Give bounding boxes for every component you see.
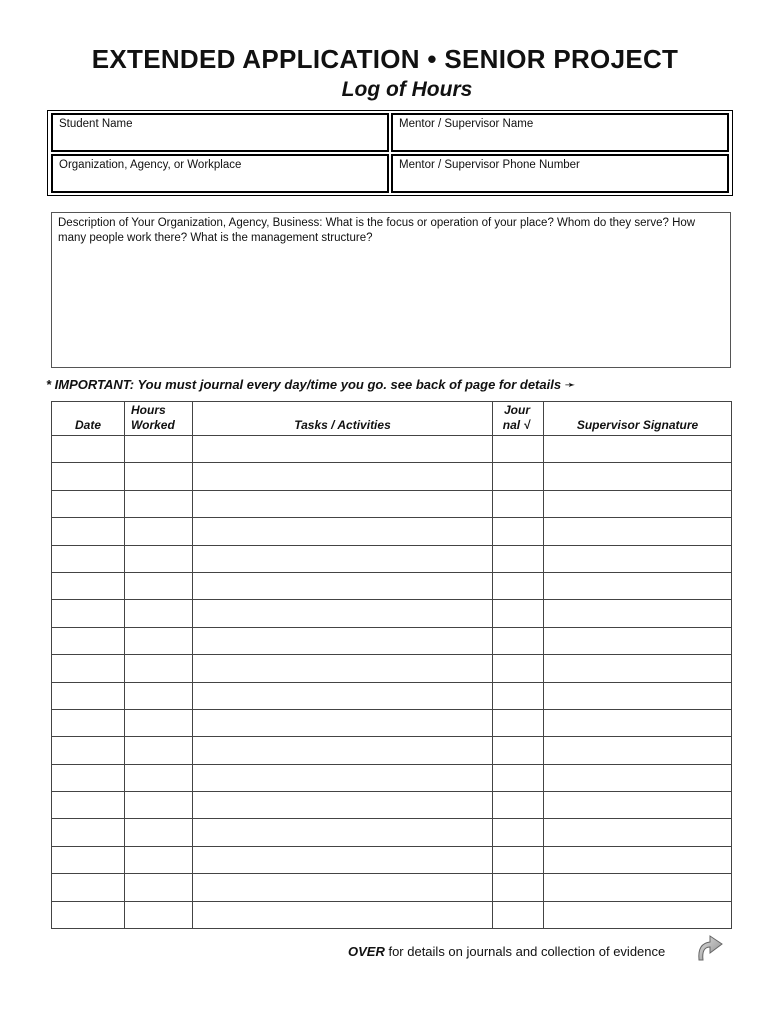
tasks-cell[interactable]	[193, 463, 493, 490]
table-row	[52, 545, 732, 572]
date-cell[interactable]	[52, 819, 125, 846]
date-cell[interactable]	[52, 436, 125, 463]
hours-cell[interactable]	[125, 737, 193, 764]
organization-field[interactable]	[51, 154, 389, 193]
date-column-header: Date	[52, 402, 125, 436]
signature-cell[interactable]	[544, 655, 732, 682]
tasks-cell[interactable]	[193, 572, 493, 599]
table-row	[52, 436, 732, 463]
journal-cell[interactable]	[493, 655, 544, 682]
tasks-cell[interactable]	[193, 627, 493, 654]
table-row	[52, 901, 732, 928]
signature-cell[interactable]	[544, 819, 732, 846]
signature-cell[interactable]	[544, 518, 732, 545]
tasks-cell[interactable]	[193, 737, 493, 764]
tasks-cell[interactable]	[193, 600, 493, 627]
journal-cell[interactable]	[493, 874, 544, 901]
table-row	[52, 463, 732, 490]
journal-cell[interactable]	[493, 901, 544, 928]
important-note: * IMPORTANT: You must journal every day/time you go. see back of page for details ➛	[46, 377, 576, 392]
table-row	[52, 682, 732, 709]
journal-cell[interactable]	[493, 627, 544, 654]
tasks-cell[interactable]	[193, 901, 493, 928]
description-prompt: Description of Your Organization, Agency, Business: What is the focus or operation of your place? Whom do they serve? How many people work there? What is the management structure?	[58, 217, 696, 244]
hours-cell[interactable]	[125, 846, 193, 873]
date-cell[interactable]	[52, 682, 125, 709]
journal-cell[interactable]	[493, 682, 544, 709]
signature-cell[interactable]	[544, 572, 732, 599]
journal-cell[interactable]	[493, 572, 544, 599]
table-row	[52, 490, 732, 517]
tasks-cell[interactable]	[193, 874, 493, 901]
journal-cell[interactable]	[493, 846, 544, 873]
tasks-cell[interactable]	[193, 764, 493, 791]
hours-log-table	[51, 401, 732, 929]
organization-label: Organization, Agency, or Workplace	[59, 159, 242, 171]
date-cell[interactable]	[52, 572, 125, 599]
signature-cell[interactable]	[544, 792, 732, 819]
hours-cell[interactable]	[125, 901, 193, 928]
table-row	[52, 655, 732, 682]
signature-cell[interactable]	[544, 737, 732, 764]
signature-cell[interactable]	[544, 901, 732, 928]
signature-cell[interactable]	[544, 600, 732, 627]
date-cell[interactable]	[52, 737, 125, 764]
mentor-name-field[interactable]	[391, 113, 729, 152]
hours-cell[interactable]	[125, 792, 193, 819]
date-cell[interactable]	[52, 518, 125, 545]
table-row	[52, 709, 732, 736]
mentor-name-label: Mentor / Supervisor Name	[399, 118, 534, 130]
tasks-cell[interactable]	[193, 709, 493, 736]
hours-cell[interactable]	[125, 874, 193, 901]
table-row	[52, 874, 732, 901]
tasks-cell[interactable]	[193, 518, 493, 545]
signature-cell[interactable]	[544, 682, 732, 709]
date-cell[interactable]	[52, 764, 125, 791]
date-cell[interactable]	[52, 792, 125, 819]
signature-cell[interactable]	[544, 709, 732, 736]
table-row	[52, 737, 732, 764]
date-cell[interactable]	[52, 709, 125, 736]
signature-cell[interactable]	[544, 846, 732, 873]
journal-cell[interactable]	[493, 600, 544, 627]
journal-cell[interactable]	[493, 545, 544, 572]
hours-cell[interactable]	[125, 709, 193, 736]
table-row	[52, 846, 732, 873]
journal-column-header: Jour nal √	[493, 402, 544, 436]
hours-column-header: Hours Worked	[125, 402, 193, 436]
journal-cell[interactable]	[493, 764, 544, 791]
date-cell[interactable]	[52, 655, 125, 682]
journal-cell[interactable]	[493, 518, 544, 545]
tasks-cell[interactable]	[193, 819, 493, 846]
student-info-box	[47, 110, 733, 196]
footer-note	[348, 944, 665, 959]
journal-cell[interactable]	[493, 709, 544, 736]
page-subtitle: Log of Hours	[341, 78, 473, 101]
table-row	[52, 600, 732, 627]
table-row	[52, 627, 732, 654]
signature-column-header: Supervisor Signature	[544, 402, 732, 436]
student-name-label: Student Name	[59, 118, 133, 130]
tasks-cell[interactable]	[193, 846, 493, 873]
student-name-field[interactable]	[51, 113, 389, 152]
signature-cell[interactable]	[544, 545, 732, 572]
hours-cell[interactable]	[125, 764, 193, 791]
journal-cell[interactable]	[493, 792, 544, 819]
table-row	[52, 764, 732, 791]
date-cell[interactable]	[52, 846, 125, 873]
table-header-row	[52, 402, 732, 436]
hours-cell[interactable]	[125, 655, 193, 682]
signature-cell[interactable]	[544, 764, 732, 791]
date-cell[interactable]	[52, 545, 125, 572]
tasks-cell[interactable]	[193, 682, 493, 709]
journal-cell[interactable]	[493, 819, 544, 846]
table-row	[52, 792, 732, 819]
hours-cell[interactable]	[125, 600, 193, 627]
journal-cell[interactable]	[493, 436, 544, 463]
hours-cell[interactable]	[125, 490, 193, 517]
date-cell[interactable]	[52, 490, 125, 517]
hours-cell[interactable]	[125, 545, 193, 572]
table-row	[52, 518, 732, 545]
date-cell[interactable]	[52, 901, 125, 928]
hours-cell[interactable]	[125, 627, 193, 654]
mentor-phone-label: Mentor / Supervisor Phone Number	[399, 159, 580, 171]
hours-cell[interactable]	[125, 463, 193, 490]
date-cell[interactable]	[52, 874, 125, 901]
journal-cell[interactable]	[493, 463, 544, 490]
tasks-cell[interactable]	[193, 436, 493, 463]
table-row	[52, 572, 732, 599]
log-table-body	[52, 436, 732, 929]
tasks-cell[interactable]	[193, 655, 493, 682]
signature-cell[interactable]	[544, 436, 732, 463]
over-label: OVER	[348, 944, 385, 959]
turn-page-arrow-icon	[693, 930, 727, 964]
hours-cell[interactable]	[125, 819, 193, 846]
page-title: EXTENDED APPLICATION • SENIOR PROJECT	[91, 44, 679, 74]
mentor-phone-field[interactable]	[391, 154, 729, 193]
tasks-cell[interactable]	[193, 545, 493, 572]
signature-cell[interactable]	[544, 874, 732, 901]
journal-cell[interactable]	[493, 737, 544, 764]
hours-cell[interactable]	[125, 572, 193, 599]
date-cell[interactable]	[52, 627, 125, 654]
organization-description-field[interactable]	[51, 212, 731, 368]
tasks-cell[interactable]	[193, 792, 493, 819]
hours-cell[interactable]	[125, 436, 193, 463]
hours-cell[interactable]	[125, 518, 193, 545]
hours-cell[interactable]	[125, 682, 193, 709]
signature-cell[interactable]	[544, 463, 732, 490]
signature-cell[interactable]	[544, 627, 732, 654]
signature-cell[interactable]	[544, 490, 732, 517]
tasks-cell[interactable]	[193, 490, 493, 517]
table-row	[52, 819, 732, 846]
journal-cell[interactable]	[493, 490, 544, 517]
tasks-column-header: Tasks / Activities	[193, 402, 493, 436]
date-cell[interactable]	[52, 600, 125, 627]
footer-text: for details on journals and collection of evidence	[384, 944, 666, 959]
date-cell[interactable]	[52, 463, 125, 490]
